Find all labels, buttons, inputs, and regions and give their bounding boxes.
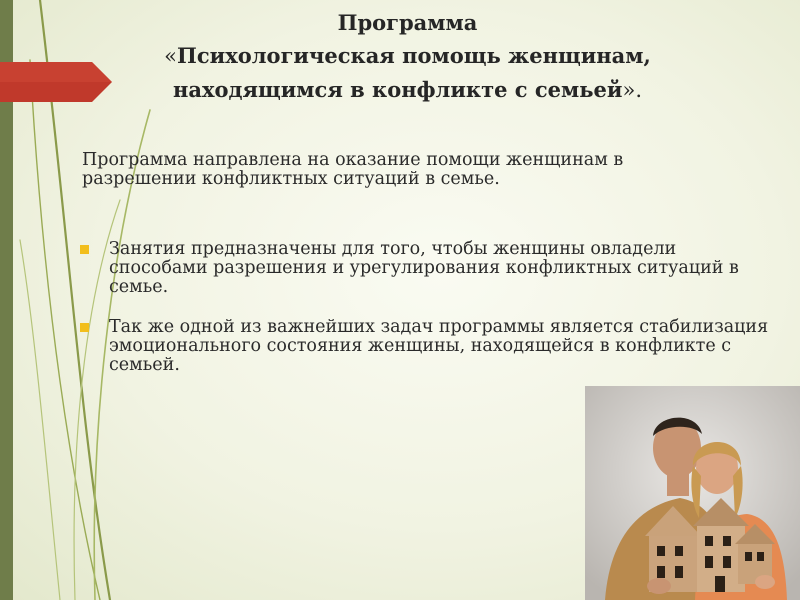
intro-paragraph: Программа направлена на оказание помощи женщинам в разрешении конфликтных ситуаций в семье. [82,150,624,189]
slide-title [95,6,720,107]
title-close-quote: » [622,78,636,102]
bullet-item [78,240,778,297]
square-bullet-icon [80,245,89,254]
bullet-item [78,318,778,375]
title-line-1: Программа [337,10,478,35]
title-line-3: находящимся в конфликте с семьей [172,77,623,102]
square-bullet-icon [80,323,89,332]
title-line-2: Психологическая помощь женщинам, [177,43,651,68]
couple-with-house-photo [585,386,800,600]
title-end-period: . [635,78,642,102]
title-open-quote: « [164,44,178,68]
bullet-text: Так же одной из важнейших задач программы является стабилизация эмоционального состояния женщины, находящейся в конфликте с семьей. [109,317,769,375]
bullet-text: Занятия предназначены для того, чтобы женщины овладели способами разрешения и урегулирования конфликтных ситуаций в семье. [109,239,739,297]
bullet-list [78,240,778,396]
